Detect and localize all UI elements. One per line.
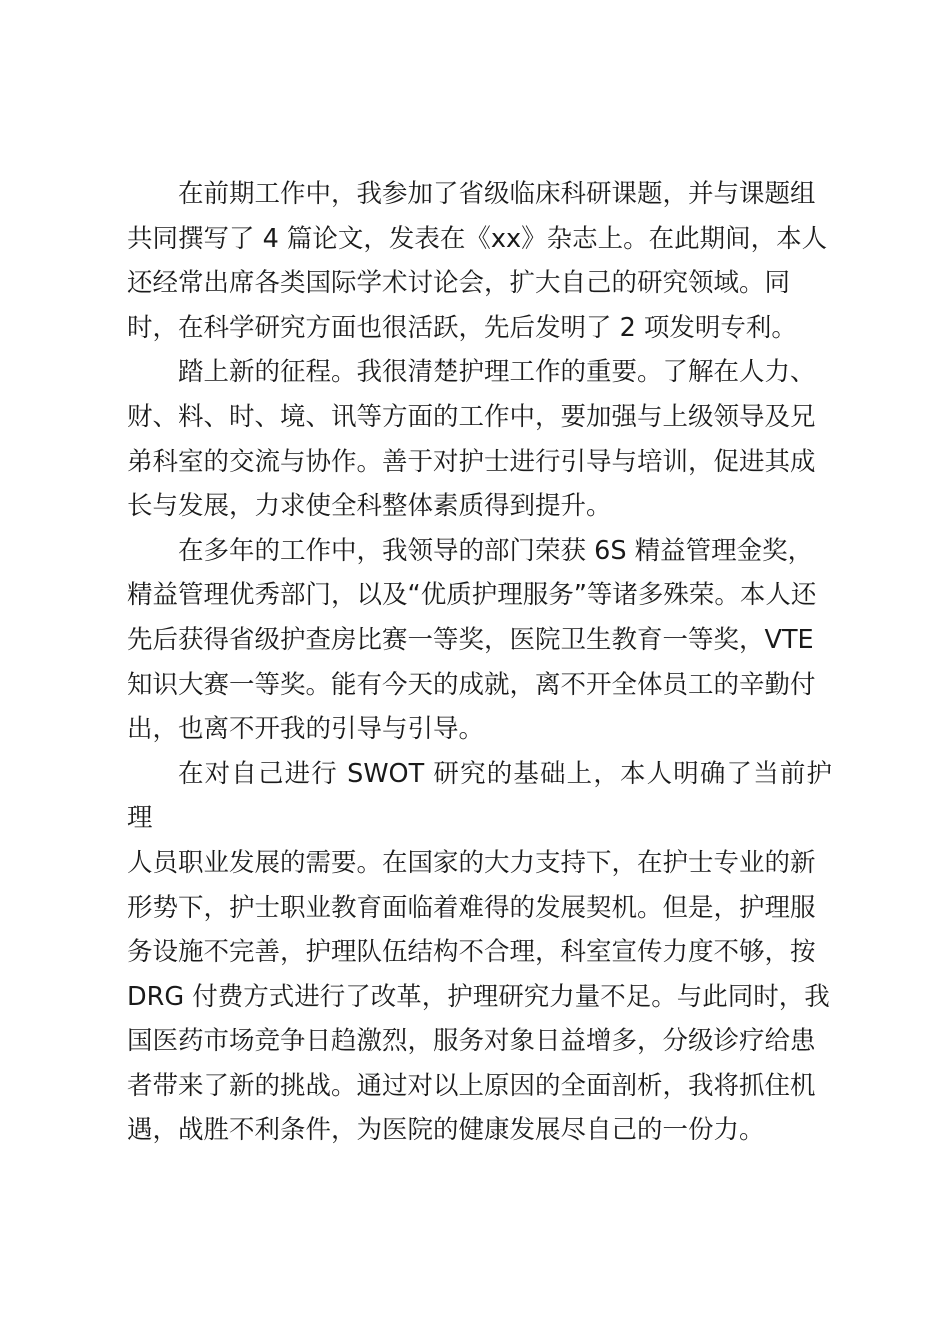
paragraph-research: 在前期工作中，我参加了省级临床科研课题，并与课题组 共同撰写了 4 篇论文，发表在《xx》杂志上。在此期间，本人 还经常出席各类国际学术讨论会，扩大自己的研究领域。同 时，在科学研究方面也很活跃，先后发明了 2 项发明专利。 [127,179,828,343]
paragraph-new-journey: 踏上新的征程。我很清楚护理工作的重要。了解在人力、 财、料、时、境、讯等方面的工作中，要加强与上级领导及兄 弟科室的交流与协作。善于对护士进行引导与培训，促进其成 长与发展，力求使全科整体素质得到提升。 [127,357,816,522]
document-body [127,172,832,1153]
paragraph-awards: 在多年的工作中，我领导的部门荣获 6S 精益管理金奖， 精益管理优秀部门，以及“优质护理服务”等诸多殊荣。本人还 先后获得省级护查房比赛一等奖，医院卫生教育一等奖，VTE 知识大赛一等奖。能有今天的成就，离不开全体员工的辛勤付 出，也离不开我的引导与引导。 [127,535,817,745]
paragraph-swot: 在对自己进行 SWOT 研究的基础上，本人明确了当前护理 人员职业发展的需要。在国家的大力支持下，在护士专业的新 形势下，护士职业教育面临着难得的发展契机。但是，护理服 务设施不完善，护理队伍结构不合理，科室宣传力度不够，按 DRG 付费方式进行了改革，护理研究力量不足。与此同时，我 国医药市场竞争日趋激烈，服务对象日益增多，分级诊疗给患 者带来了新的挑战。通过对以上原因的全面剖析，我将抓住机 遇，战胜不利条件，为医院的健康发展尽自己的一份力。 [127,758,832,1146]
